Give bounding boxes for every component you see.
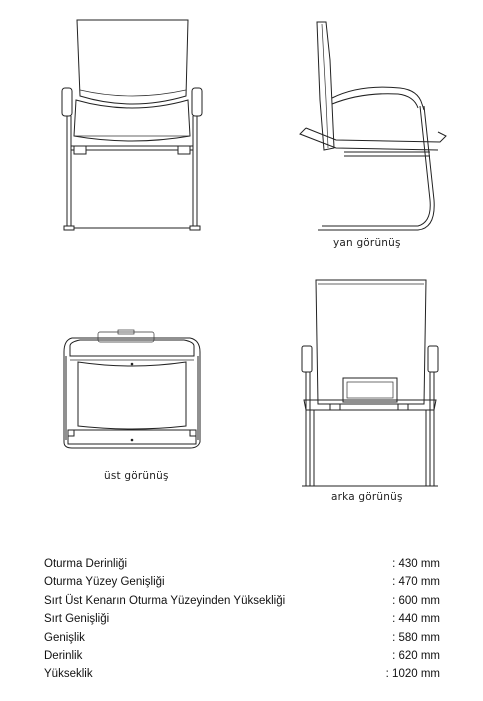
spec-name: Yükseklik — [44, 668, 93, 681]
spec-row-height — [44, 665, 444, 683]
spec-name: Oturma Derinliği — [44, 558, 128, 570]
top-view-drawing — [64, 330, 200, 448]
spec-name: Sırt Genişliği — [44, 613, 110, 626]
side-view-drawing — [300, 22, 446, 230]
side-view-label: yan görünüş — [333, 237, 401, 249]
spec-row-seat-width — [44, 573, 444, 591]
spec-value: : 580 mm — [392, 631, 440, 644]
spec-row-width — [44, 629, 444, 647]
spec-name: Derinlik — [44, 649, 83, 662]
specifications-table — [44, 555, 444, 684]
spec-value: : 470 mm — [392, 576, 440, 589]
spec-value: : 600 mm — [392, 594, 440, 607]
spec-name: Oturma Yüzey Genişliği — [44, 576, 165, 589]
spec-row-depth — [44, 647, 444, 665]
spec-name: Sırt Üst Kenarın Oturma Yüzeyinden Yüksekliği — [44, 594, 286, 607]
spec-name: Genişlik — [44, 631, 85, 644]
spec-value: : 440 mm — [392, 613, 440, 626]
spec-row-seat-depth — [44, 555, 444, 573]
spec-row-back-height — [44, 592, 444, 610]
spec-value: : 1020 mm — [385, 668, 440, 681]
spec-value: : 430 mm — [392, 558, 440, 570]
front-view-drawing — [62, 20, 202, 230]
spec-value: : 620 mm — [392, 649, 440, 662]
back-view-drawing — [302, 280, 438, 486]
back-view-label: arka görünüş — [331, 491, 403, 503]
spec-row-back-width — [44, 610, 444, 628]
top-view-label: üst görünüş — [104, 470, 169, 482]
